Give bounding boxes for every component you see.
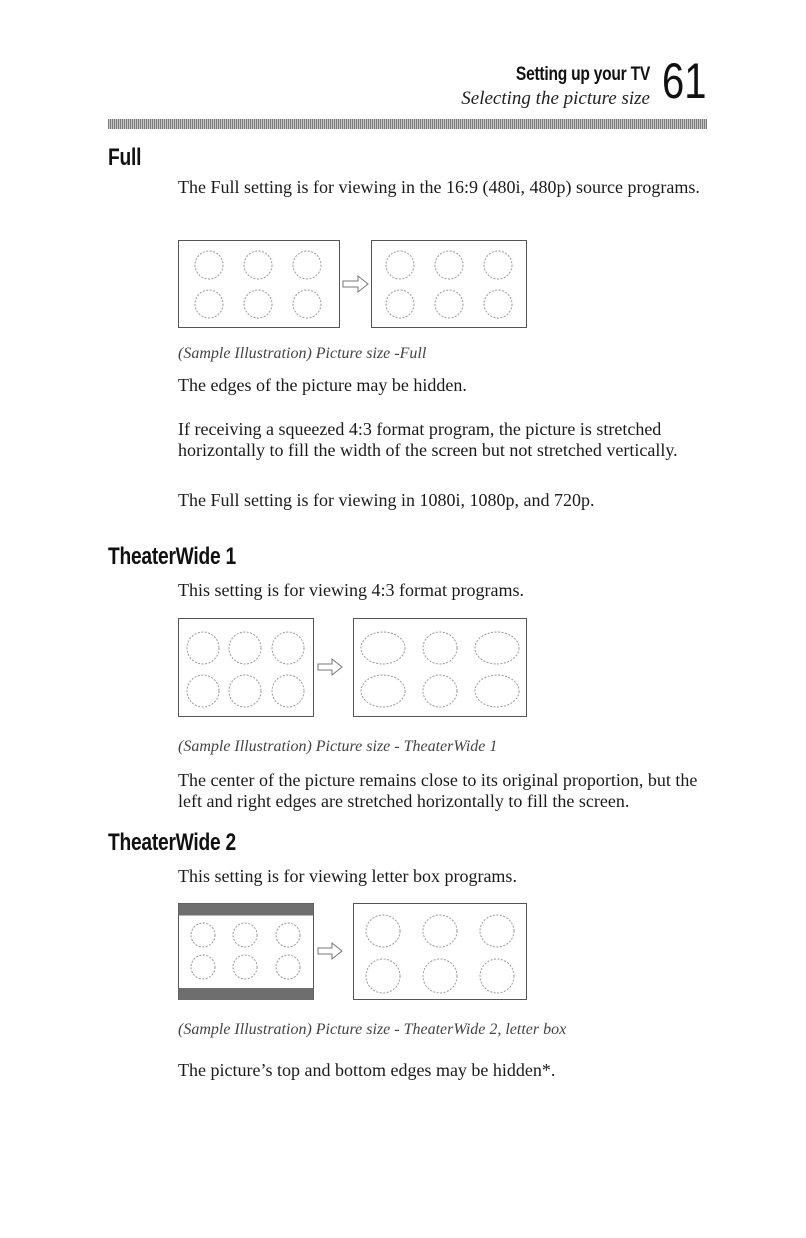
letterbox-bar-top (179, 904, 314, 916)
result-screen (372, 241, 527, 328)
page-number: 61 (662, 53, 707, 109)
heading-theaterwide-2: TheaterWide 2 (108, 829, 236, 856)
result-screen (354, 619, 527, 717)
theaterwide-1-intro: This setting is for viewing 4:3 format programs. (178, 580, 524, 600)
running-header-subtitle: Selecting the picture size (461, 88, 650, 109)
figure-theaterwide-2 (178, 903, 528, 1001)
source-screen (179, 619, 314, 717)
heading-theaterwide-1: TheaterWide 1 (108, 543, 236, 570)
full-note-1: The edges of the picture may be hidden. (178, 375, 467, 395)
theaterwide-2-caption: (Sample Illustration) Picture size - TheaterWide 2, letter box (178, 1021, 567, 1038)
full-note-2: If receiving a squeezed 4:3 format program, the picture is stretched horizontally to fill the width of the screen but not stretched vertically. (178, 419, 678, 460)
theaterwide-1-caption: (Sample Illustration) Picture size - TheaterWide 1 (178, 738, 498, 755)
figure-full (178, 240, 528, 328)
arrow-icon (318, 659, 342, 675)
full-intro: The Full setting is for viewing in the 16:9 (480i, 480p) source programs. (178, 177, 700, 197)
result-screen (354, 904, 527, 1000)
running-header-title: Setting up your TV (515, 64, 650, 85)
theaterwide-2-note-1: The picture’s top and bottom edges may be hidden*. (178, 1060, 556, 1080)
letterbox-bar-bottom (179, 988, 314, 1000)
heading-full: Full (108, 144, 142, 171)
full-note-3: The Full setting is for viewing in 1080i, 1080p, and 720p. (178, 490, 595, 510)
arrow-icon (343, 276, 368, 292)
theaterwide-2-intro: This setting is for viewing letter box programs. (178, 866, 517, 886)
header-rule (108, 119, 707, 129)
source-screen (179, 904, 314, 1000)
arrow-icon (318, 943, 342, 959)
full-caption: (Sample Illustration) Picture size -Full (178, 345, 427, 362)
figure-theaterwide-1 (178, 618, 528, 718)
theaterwide-1-note-1: The center of the picture remains close to its original proportion, but the left and right edges are stretched horizontally to fill the screen. (178, 770, 698, 811)
